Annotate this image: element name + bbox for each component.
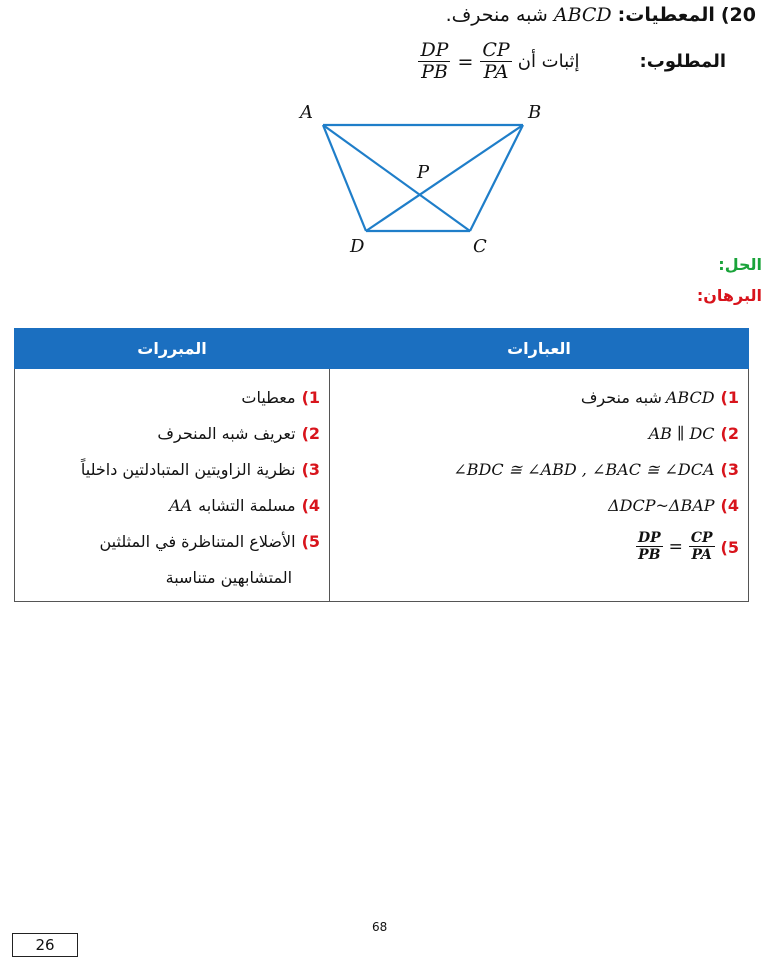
reason-math: AA [169, 495, 193, 515]
statement-5 [331, 523, 747, 571]
reason-num: 4) [301, 495, 321, 515]
statements-column [330, 369, 749, 602]
reason-num: 2) [301, 423, 321, 443]
proof-table [14, 328, 749, 602]
required-fraction [418, 40, 511, 84]
reason-3 [16, 451, 328, 487]
trapezoid-figure [290, 96, 560, 261]
statement-fraction [636, 531, 715, 563]
problem-number: 20) [720, 4, 756, 26]
frac-num2: CP [690, 529, 713, 546]
reason-num: 5) [301, 531, 321, 551]
table-body-row [15, 369, 749, 602]
label-c: C [473, 236, 487, 257]
statement-1 [331, 379, 747, 415]
header-statements: العبارات [330, 329, 749, 369]
frac-den2: PA [691, 547, 712, 564]
statement-math: AB ∥ DC [648, 423, 715, 443]
page-number-box: 26 [12, 933, 78, 957]
statement-4 [331, 487, 747, 523]
fraction-num1: DP [420, 39, 449, 61]
problem-required-line [418, 40, 726, 84]
statement-frac-right [689, 531, 715, 563]
frac-num1: DP [637, 529, 661, 546]
statement-3 [331, 451, 747, 487]
required-text: إثبات أن [517, 51, 580, 73]
reason-1 [16, 379, 328, 415]
statement-math: ΔDCP~ΔBAP [608, 495, 715, 515]
fraction-right [480, 40, 511, 84]
given-math: ABCD [553, 4, 612, 26]
label-d: D [350, 236, 365, 257]
reason-4 [16, 487, 328, 523]
problem-given-line [446, 4, 756, 26]
fraction-num2: CP [482, 39, 510, 61]
frac-den1: PB [638, 547, 661, 564]
reason-text: نظرية الزاويتين المتبادلتين داخلياً [80, 459, 296, 479]
reason-num: 3) [301, 459, 321, 479]
reason-5 [16, 523, 328, 559]
proof-label: البرهان: [696, 286, 762, 305]
reasons-column [15, 369, 330, 602]
diagonal-bd [366, 125, 523, 231]
statement-num: 1) [720, 387, 739, 407]
statement-text: شبه منحرف [580, 387, 662, 407]
reason-text: مسلمة التشابه [198, 495, 296, 515]
statement-num: 4) [720, 495, 739, 515]
statement-num: 5) [720, 537, 739, 557]
side-bc [470, 125, 523, 231]
fraction-den2: PA [483, 60, 509, 83]
label-a: A [300, 102, 313, 123]
table-header-row [15, 329, 749, 369]
statement-num: 3) [720, 459, 739, 479]
fraction-den1: PB [421, 60, 448, 83]
reason-num: 1) [301, 387, 321, 407]
reason-text-cont: المتشابهين متناسبة [165, 567, 293, 587]
solution-label: الحل: [718, 255, 762, 274]
statement-math: ABCD [665, 387, 715, 407]
reason-text: تعريف شبه المنحرف [157, 423, 296, 443]
reason-5-cont [16, 559, 328, 595]
statement-num: 2) [720, 423, 739, 443]
label-b: B [528, 102, 542, 123]
frac-eq: = [668, 536, 683, 557]
reason-text: الأضلاع المتناظرة في المثلثين [99, 531, 296, 551]
statement-2 [331, 415, 747, 451]
header-reasons: المبررات [15, 329, 330, 369]
label-p: P [417, 162, 430, 183]
page-number-center: 68 [372, 920, 388, 934]
statement-math: ∠BDC ≅ ∠ABD , ∠BAC ≅ ∠DCA [453, 459, 715, 479]
statement-frac-left [636, 531, 663, 563]
fraction-left [418, 40, 450, 84]
fraction-eq: = [457, 50, 474, 73]
reason-text: معطيات [241, 387, 296, 407]
given-label: المعطيات: [617, 4, 715, 26]
reason-2 [16, 415, 328, 451]
required-label: المطلوب: [639, 51, 726, 73]
given-text: شبه منحرف. [445, 4, 548, 26]
